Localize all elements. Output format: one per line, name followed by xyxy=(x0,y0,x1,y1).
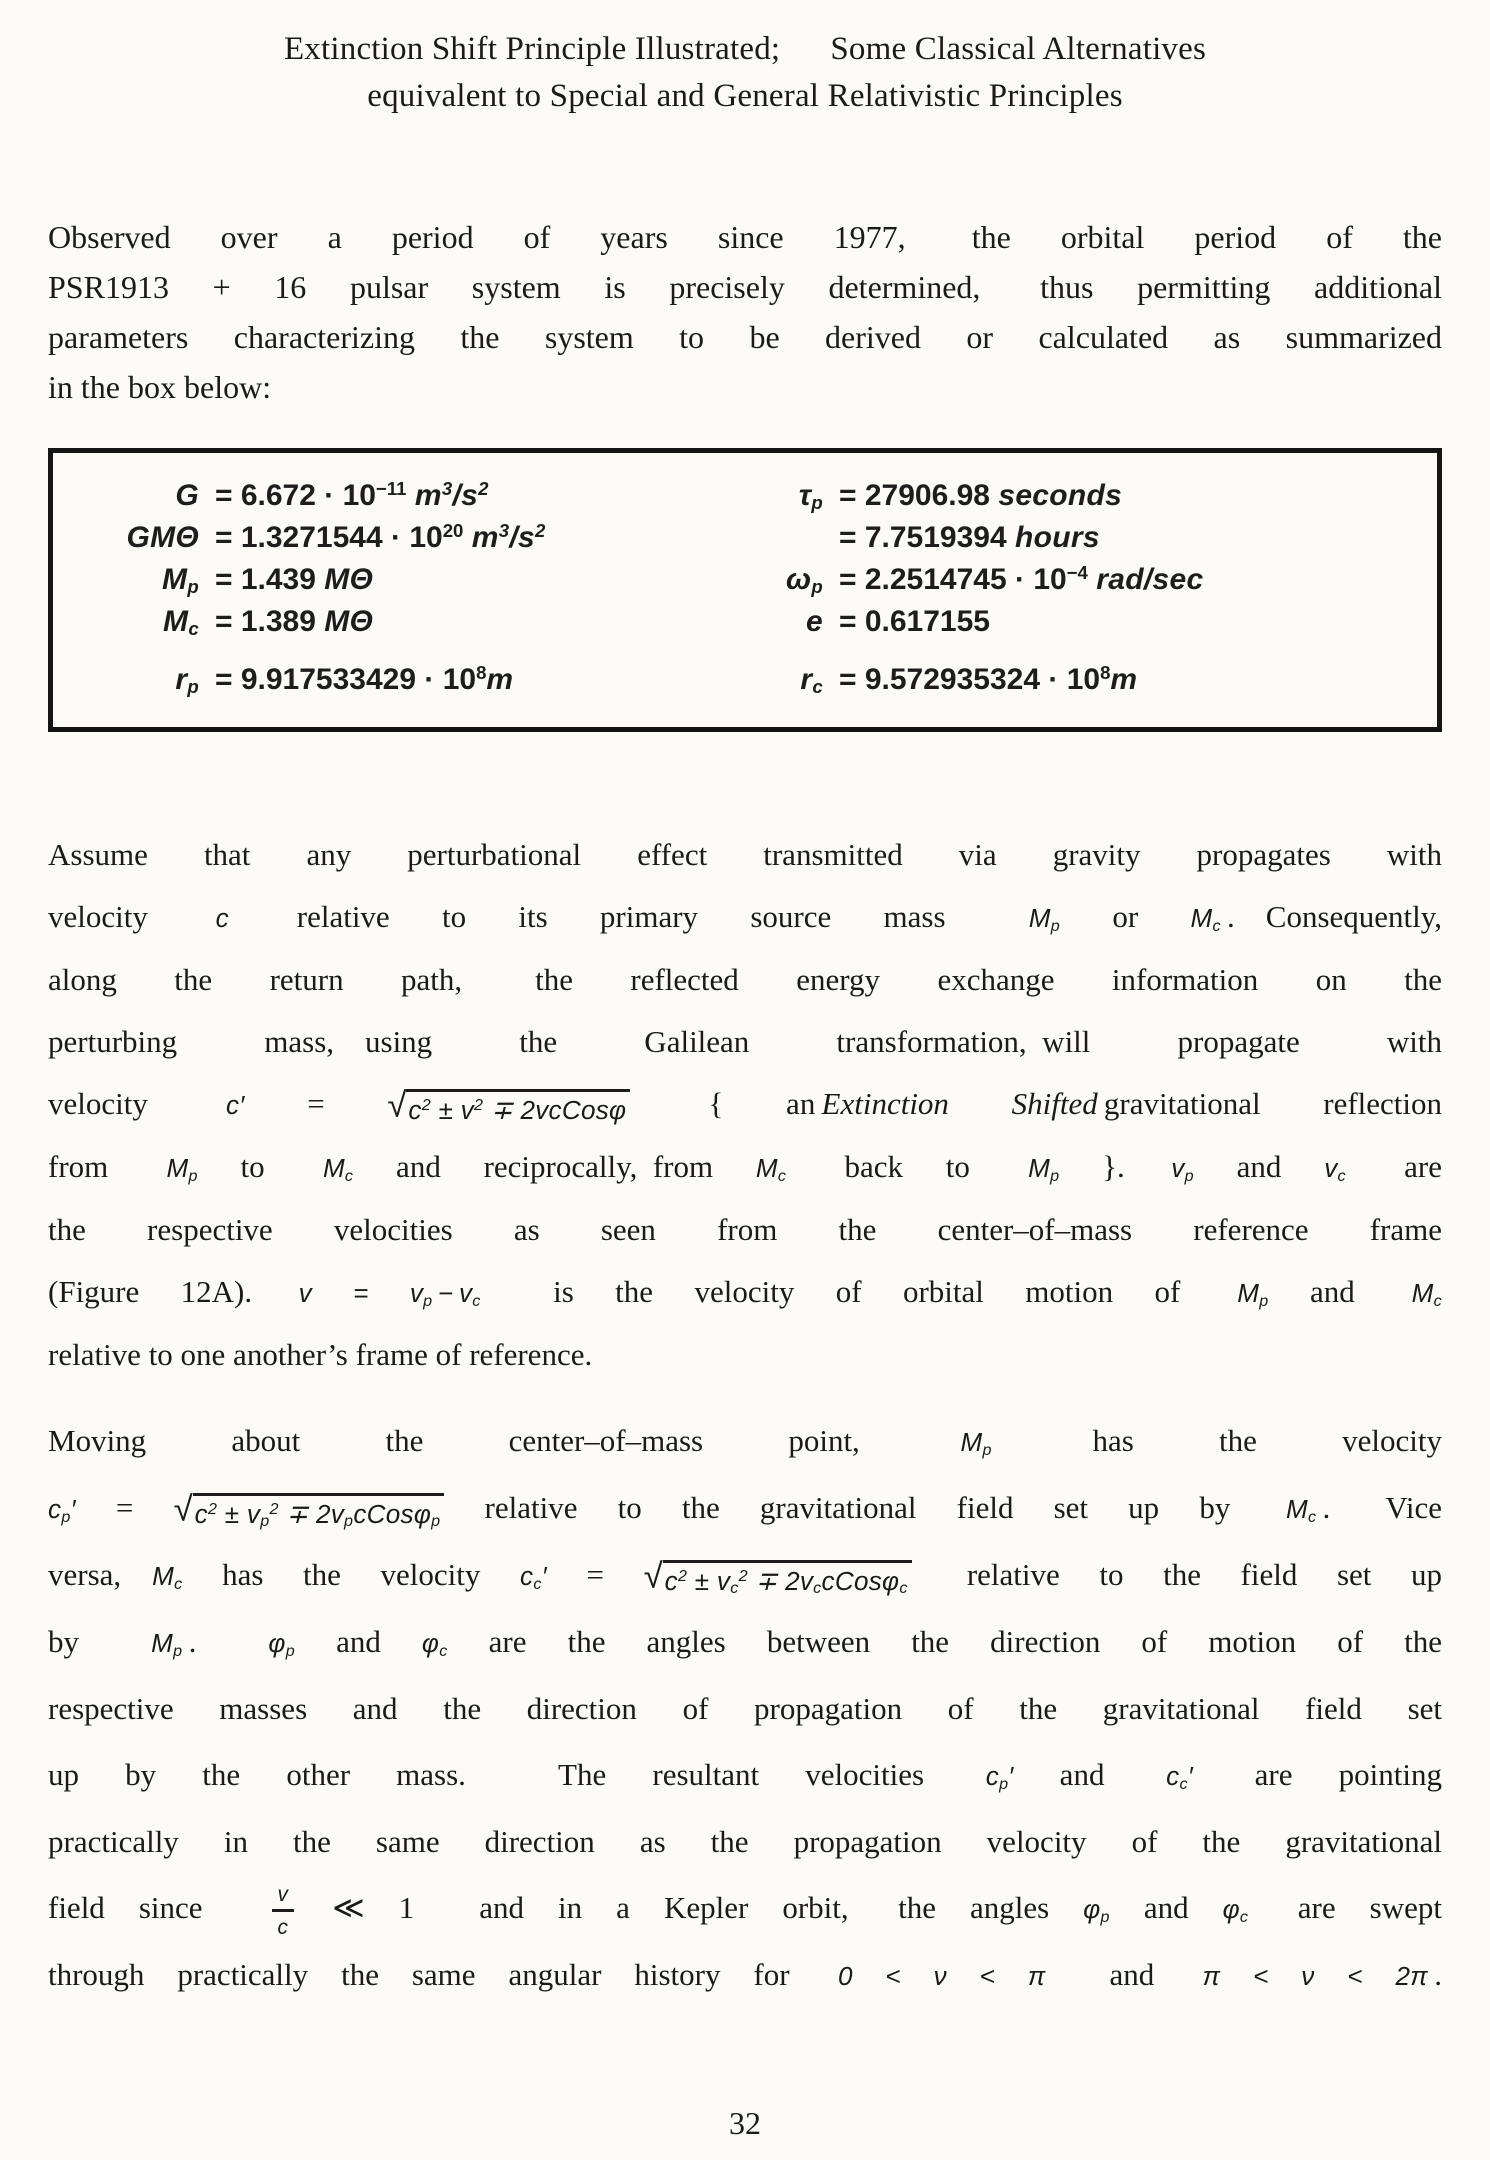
text-line: perturbing mass, using the Galilean transformation, will propagate with xyxy=(48,1024,1442,1059)
equation-row xyxy=(747,559,1419,601)
page-title xyxy=(48,26,1442,120)
equation-row xyxy=(67,517,739,559)
equation-row xyxy=(67,559,739,601)
intro-paragraph xyxy=(48,212,1442,412)
page-number: 32 xyxy=(729,2105,761,2141)
text-line: in the box below: xyxy=(48,369,272,405)
paragraph-moving xyxy=(48,1408,1442,2009)
title-line-2: equivalent to Special and General Relativistic Principles xyxy=(367,78,1123,114)
equation-row xyxy=(747,517,1419,559)
text-line: Moving about the center–of–mass point, $M_p$ has the velocity xyxy=(48,1423,1442,1459)
radical: √ $c^2 \pm v^2$ ∓ 2vcCosφ xyxy=(387,1089,630,1127)
text-line: PSR1913 + 16 pulsar system is precisely determined, thus permitting additional xyxy=(48,269,1442,305)
equation-row xyxy=(67,601,739,643)
radical: √ $c^2 \pm v_c^2$ ∓ $2v_ccCos\varphi_c$ xyxy=(644,1560,912,1598)
equation-value: = $2.2514745 \cdot 10^{-4}$ rad/sec xyxy=(839,561,1204,596)
equation-row xyxy=(67,475,739,517)
equation-symbol: GMΘ xyxy=(126,521,199,554)
text-line: respective masses and the direction of propagation of the gravitational field set xyxy=(48,1691,1442,1726)
equation-symbol: G xyxy=(175,479,199,512)
equation-row xyxy=(747,659,1419,701)
equation-symbol: $\tau_p$ xyxy=(798,479,823,514)
text-line: $c_p'$ = √ $c^2 \pm v_p^2$ ∓ $2v_pcCos\varphi_p$ relative to the gravitational field set up by $M_c$ . Vice xyxy=(48,1489,1442,1531)
equation-symbol: $M_p$ xyxy=(162,563,199,598)
parameters-left-column xyxy=(67,475,739,701)
equation-symbol xyxy=(747,517,823,559)
equation-value: = 1.439 MΘ xyxy=(215,563,374,596)
equation-value: = 7.7519394 hours xyxy=(839,521,1100,554)
equation-value: = $9.572935324 \cdot 10^8m$ xyxy=(839,661,1138,696)
equation-value: = $1.3271544 \cdot 10^{20}$ $m^3/s^2$ xyxy=(215,519,546,554)
text-line: velocity c relative to its primary source mass $M_p$ or $M_c$ . Consequently, xyxy=(48,899,1442,935)
parameters-box xyxy=(48,448,1442,732)
text-line: the respective velocities as seen from the center–of–mass reference frame xyxy=(48,1212,1442,1247)
text-line: field since $\frac{v}{c}$ ≪ 1 and in a Kepler orbit, the angles $\varphi_p$ and $\varphi_c$ are swept xyxy=(48,1883,1442,1940)
text-line: by $M_p$ . $\varphi_p$ and $\varphi_c$ are the angles between the direction of motion of the xyxy=(48,1624,1443,1660)
equation-value: = $6.672 \cdot 10^{-11}$ $m^3/s^2$ xyxy=(215,477,489,512)
equation-symbol: e xyxy=(806,605,823,638)
text-line: along the return path, the reflected energy exchange information on the xyxy=(48,962,1442,997)
paragraph-assume xyxy=(48,824,1442,1386)
text-line: up by the other mass. The resultant velocities $c_p'$ and $c_c'$ are pointing xyxy=(48,1757,1442,1793)
text-line: practically in the same direction as the propagation velocity of the gravitational xyxy=(48,1824,1442,1859)
equation-symbol: $\omega_p$ xyxy=(785,563,823,598)
equation-symbol: $r_p$ xyxy=(175,663,199,698)
equation-row xyxy=(67,659,739,701)
equation-row xyxy=(747,601,1419,643)
text-line: (Figure 12A). $v = v_p - v_c$ is the velocity of orbital motion of $M_p$ and $M_c$ xyxy=(48,1274,1443,1310)
text-line: parameters characterizing the system to be derived or calculated as summarized xyxy=(48,319,1442,355)
radical: √ $c^2 \pm v_p^2$ ∓ $2v_pcCos\varphi_p$ xyxy=(174,1493,445,1531)
text-line: velocity c′ = √ $c^2 \pm v^2$ ∓ 2vcCosφ { an Extinction Shifted gravitational reflection xyxy=(48,1085,1443,1125)
equation-value: = 0.617155 xyxy=(839,605,990,638)
text-line: Observed over a period of years since 1977, the orbital period of the xyxy=(48,219,1442,255)
equation-value: = $9.917533429 \cdot 10^8m$ xyxy=(215,661,514,696)
text-line: Assume that any perturbational effect transmitted via gravity propagates with xyxy=(48,837,1442,872)
equation-spacer xyxy=(747,643,1419,659)
text-line: from $M_p$ to $M_c$ and reciprocally, from $M_c$ back to $M_p$ }. $v_p$ and $v_c$ are xyxy=(48,1149,1442,1185)
equation-value: = 1.389 MΘ xyxy=(215,605,374,638)
text-line: through practically the same angular history for 0 < ν < π and π < ν < 2π . xyxy=(48,1957,1442,1992)
equation-value: = 27906.98 seconds xyxy=(839,479,1123,512)
text-line: relative to one another’s frame of reference. xyxy=(48,1337,593,1372)
title-line-1: Extinction Shift Principle Illustrated; Some Classical Alternatives xyxy=(283,31,1207,67)
equation-row xyxy=(747,475,1419,517)
fraction: $\frac{v}{c}$ xyxy=(272,1881,295,1940)
equation-symbol: $r_c$ xyxy=(800,663,823,698)
parameters-right-column xyxy=(747,475,1419,701)
equation-symbol: $M_c$ xyxy=(163,605,199,640)
equation-spacer xyxy=(67,643,739,659)
text-line: versa, $M_c$ has the velocity $c_c'$ = √ $c^2 \pm v_c^2$ ∓ $2v_ccCos\varphi_c$ relative to the field set up xyxy=(48,1556,1443,1598)
